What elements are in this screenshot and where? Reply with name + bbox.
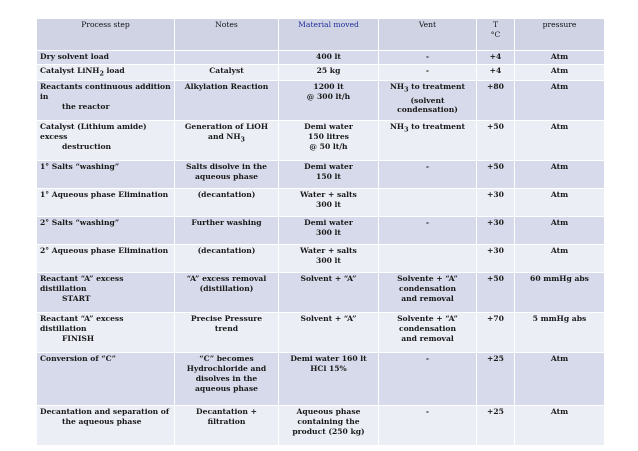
notes-cell: “A” excess removal (distillation): [175, 273, 279, 313]
process-step-cell: Decantation and separation of the aqueous phase: [37, 406, 175, 446]
process-step-cell: Reactant “A” excess distillation START: [37, 273, 175, 313]
pressure-cell: Atm: [515, 121, 605, 161]
notes-cell: (decantation): [175, 245, 279, 273]
vent-cell: -: [379, 161, 477, 189]
notes-cell: Catalyst: [175, 65, 279, 81]
material-cell: 1200 lt @ 300 lt/h: [279, 81, 379, 121]
pressure-cell: Atm: [515, 189, 605, 217]
material-cell: Solvent + “A”: [279, 313, 379, 353]
temperature-cell: +30: [477, 189, 515, 217]
notes-cell: “C” becomes Hydrochloride and disolves in the aqueous phase: [175, 353, 279, 406]
table-row: [37, 81, 605, 121]
material-cell: Demi water 150 litres @ 50 lt/h: [279, 121, 379, 161]
vent-cell: -: [379, 65, 477, 81]
table-row: [37, 217, 605, 245]
process-step-cell: Reactants continuous addition in the reactor: [37, 81, 175, 121]
vent-cell: Solvente + “A” condensation and removal: [379, 313, 477, 353]
pressure-cell: Atm: [515, 217, 605, 245]
header-process-step: Process step: [37, 19, 175, 51]
table-body: [37, 51, 605, 446]
header-pressure: pressure: [515, 19, 605, 51]
header-row: [37, 19, 605, 51]
material-cell: 400 lt: [279, 51, 379, 65]
process-step-cell: 1° Aqueous phase Elimination: [37, 189, 175, 217]
material-cell: Water + salts 300 lt: [279, 189, 379, 217]
material-cell: Water + salts 300 lt: [279, 245, 379, 273]
header-temperature-label: T: [492, 20, 499, 29]
material-cell: Aqueous phase containing the product (250 kg): [279, 406, 379, 446]
temperature-cell: +30: [477, 217, 515, 245]
material-cell: Demi water 300 lt: [279, 217, 379, 245]
process-table: [36, 18, 605, 446]
notes-cell: Alkylation Reaction: [175, 81, 279, 121]
material-cell: Solvent + “A”: [279, 273, 379, 313]
process-step-cell: 1° Salts “washing”: [37, 161, 175, 189]
notes-cell: Salts disolve in the aqueous phase: [175, 161, 279, 189]
table-row: [37, 313, 605, 353]
process-step-cell: 2° Salts “washing”: [37, 217, 175, 245]
temperature-cell: +4: [477, 65, 515, 81]
table-row: [37, 65, 605, 81]
process-step-cell: Dry solvent load: [37, 51, 175, 65]
vent-cell: Solvente + “A” condensation and removal: [379, 273, 477, 313]
process-step-cell: Catalyst (Lithium amide) excess destruction: [37, 121, 175, 161]
vent-cell: $NH_3$ to treatment: [379, 121, 477, 161]
pressure-cell: Atm: [515, 51, 605, 65]
notes-cell: [175, 51, 279, 65]
vent-cell: -: [379, 217, 477, 245]
temperature-cell: +50: [477, 273, 515, 313]
header-vent: Vent: [379, 19, 477, 51]
table-row: [37, 245, 605, 273]
temperature-cell: +25: [477, 406, 515, 446]
header-temperature-unit: °C: [490, 29, 501, 39]
table-row: [37, 353, 605, 406]
header-material-moved: Material moved: [279, 19, 379, 51]
pressure-cell: Atm: [515, 65, 605, 81]
temperature-cell: +80: [477, 81, 515, 121]
material-cell: Demi water 150 lt: [279, 161, 379, 189]
notes-cell: Further washing: [175, 217, 279, 245]
temperature-cell: +30: [477, 245, 515, 273]
temperature-cell: +50: [477, 121, 515, 161]
material-cell: 25 kg: [279, 65, 379, 81]
process-step-cell: Conversion of “C”: [37, 353, 175, 406]
vent-cell: -: [379, 51, 477, 65]
notes-cell: Generation of LiOH and $NH_3$: [175, 121, 279, 161]
table-row: [37, 121, 605, 161]
table-row: [37, 51, 605, 65]
header-notes: Notes: [175, 19, 279, 51]
temperature-cell: +70: [477, 313, 515, 353]
vent-cell: -: [379, 353, 477, 406]
vent-cell: [379, 245, 477, 273]
notes-cell: Decantation + filtration: [175, 406, 279, 446]
table-row: [37, 161, 605, 189]
table-row: [37, 406, 605, 446]
vent-cell: -: [379, 406, 477, 446]
temperature-cell: +50: [477, 161, 515, 189]
pressure-cell: Atm: [515, 245, 605, 273]
vent-cell: [379, 189, 477, 217]
table-row: [37, 189, 605, 217]
process-step-cell: Catalyst LiNH$_2$ load: [37, 65, 175, 81]
pressure-cell: Atm: [515, 161, 605, 189]
pressure-cell: Atm: [515, 406, 605, 446]
pressure-cell: 5 mmHg abs: [515, 313, 605, 353]
process-step-cell: Reactant “A” excess distillation FINISH: [37, 313, 175, 353]
temperature-cell: +25: [477, 353, 515, 406]
temperature-cell: +4: [477, 51, 515, 65]
header-temperature: [477, 19, 515, 51]
notes-cell: Precise Pressure trend: [175, 313, 279, 353]
pressure-cell: 60 mmHg abs: [515, 273, 605, 313]
vent-cell: $NH_3$ to treatment (solvent condensation): [379, 81, 477, 121]
process-step-cell: 2° Aqueous phase Elimination: [37, 245, 175, 273]
pressure-cell: Atm: [515, 353, 605, 406]
notes-cell: (decantation): [175, 189, 279, 217]
table-row: [37, 273, 605, 313]
pressure-cell: Atm: [515, 81, 605, 121]
material-cell: Demi water 160 lt HCl 15%: [279, 353, 379, 406]
